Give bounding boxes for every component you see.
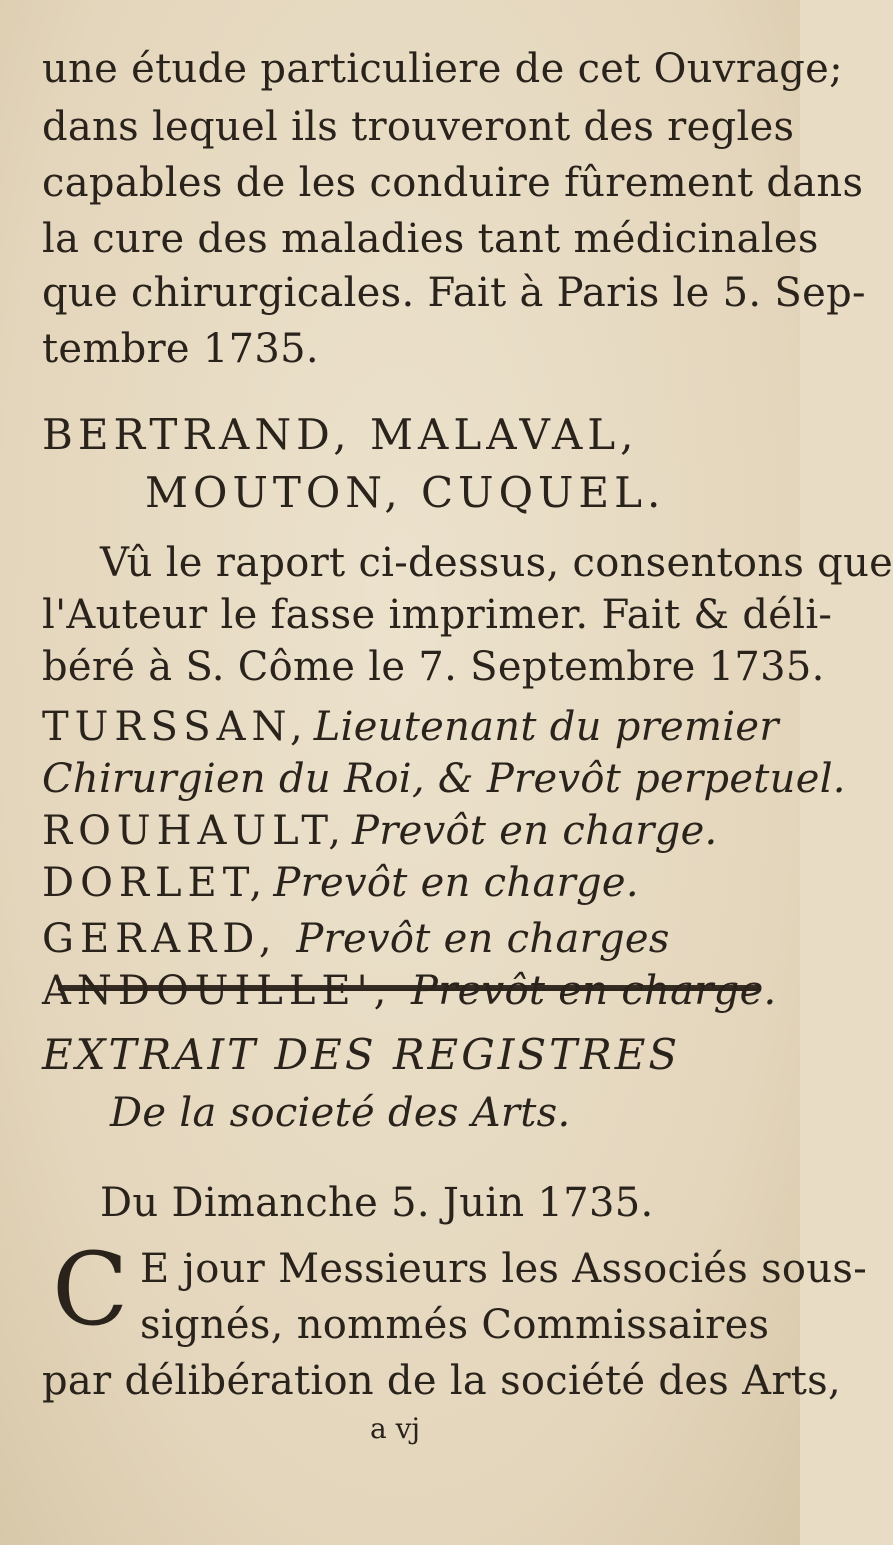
preamble-line-3: capables de les conduire fûrement dans — [42, 160, 864, 206]
officer-name: ROUHAULT, — [42, 808, 347, 854]
officer-row-5 — [42, 916, 670, 962]
officer-title: Prevôt en charge. — [352, 808, 718, 854]
preamble-line-6: tembre 1735. — [42, 326, 319, 372]
officer-row-4 — [42, 860, 639, 906]
officer-name: GERARD, — [42, 916, 297, 962]
officer-name: ANDOUILLE', — [42, 968, 412, 1014]
officer-title: Prevôt en charge. — [273, 860, 639, 906]
officer-name: TURSSAN, — [42, 704, 309, 750]
signatories-line-1: BERTRAND, MALAVAL, — [42, 410, 639, 459]
officer-row-1 — [42, 704, 779, 750]
approval-line-2: l'Auteur le fasse imprimer. Fait & déli- — [42, 592, 833, 638]
officer-row-6 — [42, 968, 777, 1014]
officer-title: Prevôt en charges — [296, 916, 670, 962]
officer-name: DORLET, — [42, 860, 269, 906]
preamble-line-5: que chirurgicales. Fait à Paris le 5. Sep- — [42, 270, 866, 316]
officer-title: Lieutenant du premier — [313, 704, 779, 750]
officer-row-3 — [42, 808, 718, 854]
extract-line-2: signés, nommés Commissaires — [140, 1302, 770, 1348]
extract-line-3: par délibération de la société des Arts, — [42, 1358, 841, 1404]
extract-heading: EXTRAIT DES REGISTRES — [42, 1030, 681, 1079]
officer-row-2: Chirurgien du Roi, & Prevôt perpetuel. — [42, 756, 846, 802]
approval-line-3: béré à S. Côme le 7. Septembre 1735. — [42, 644, 825, 690]
officer-title: Prevôt en charge. — [411, 968, 777, 1014]
signature-mark: a vj — [370, 1412, 421, 1445]
extract-line-1: E jour Messieurs les Associés sous- — [140, 1246, 868, 1292]
preamble-line-1: une étude particuliere de cet Ouvrage; — [42, 46, 843, 92]
extract-date: Du Dimanche 5. Juin 1735. — [100, 1180, 654, 1226]
extract-subheading: De la societé des Arts. — [110, 1090, 571, 1136]
preamble-line-4: la cure des maladies tant médicinales — [42, 216, 819, 262]
preamble-line-2: dans lequel ils trouveront des regles — [42, 104, 795, 150]
approval-line-1: Vû le raport ci-dessus, consentons que — [100, 540, 893, 586]
drop-cap: C — [52, 1231, 129, 1348]
signatories-line-2: MOUTON, CUQUEL. — [145, 468, 666, 517]
